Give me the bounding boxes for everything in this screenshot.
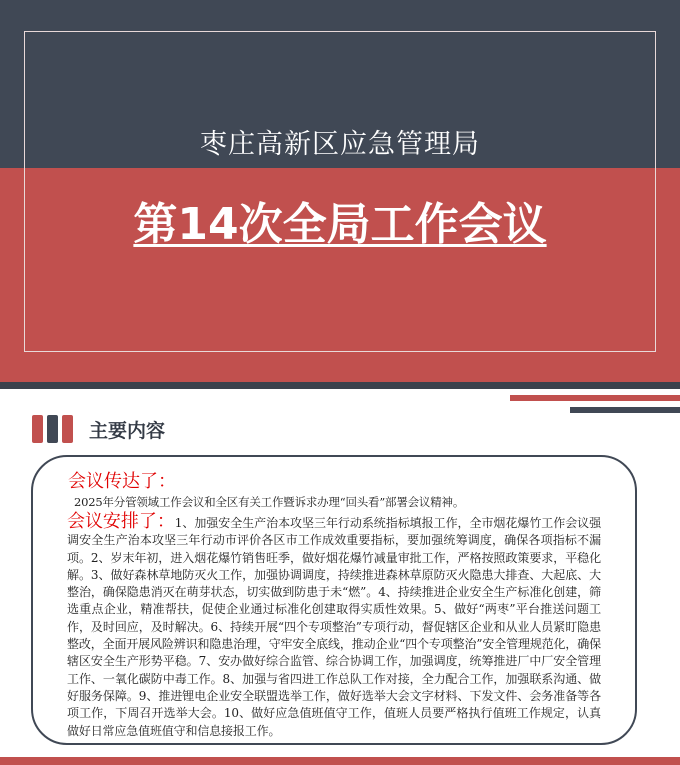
- arranged-heading: 会议安排了：: [67, 511, 175, 532]
- conveyed-heading: 会议传达了：: [68, 471, 176, 492]
- meeting-title: [0, 188, 680, 252]
- content-box: [31, 455, 637, 745]
- arranged-paragraph: [67, 513, 601, 740]
- meeting-title-text: 第14次全局工作会议: [133, 199, 547, 250]
- bar-dark: [47, 415, 58, 443]
- divider-band: [0, 382, 680, 389]
- decor-line-dark: [570, 407, 680, 413]
- arranged-text: 1、加强安全生产治本攻坚三年行动系统指标填报工作，全市烟花爆竹工作会议强调安全生产治本攻坚三年行动市评价各区市工作成效重要指标，要加强统筹调度，确保各项指标不漏项。2、岁末年初，进入烟花爆竹销售旺季，做好烟花爆竹减量审批工作，严格按照政策要求，平稳化解。3、做好森林草地防灭火工作，加强协调调度，持续推进森林草原防灭火隐患大排查、大起底、大整治，确保隐患消灭在萌芽状态，切实做到防患于未“燃”。4、持续推进企业安全生产标准化创建，筛选重点企业，精准帮扶，促使企业通过标准化创建取得实质性效果。5、做好“两枣”平台推送问题工作，及时回应，及时解决。6、持续开展“四个专项整治”专项行动，督促辖区企业和从业人员紧盯隐患整改，全面开展风险辨识和隐患治理，守牢安全底线，推动企业“四个专项整治”安全管理规范化，确保辖区安全生产形势平稳。7、安办做好综合监管、综合协调工作，加强调度，统筹推进厂中厂安全管理工作、一氧化碳防中毒工作。8、加强与省四进工作总队工作对接，全力配合工作，加强联系沟通、做好服务保障。9、推进锂电企业安全联盟选举工作，做好选举大会文字材料、下发文件、会务准备等各项工作，下周召开选举大会。10、做好应急值班值守工作，值班人员要严格执行值班工作规定，认真做好日常应急值班值守和信息接报工作。: [67, 516, 601, 738]
- section-header: [32, 414, 165, 444]
- hero-banner: [0, 0, 680, 382]
- bar-red-1: [32, 415, 43, 443]
- section-title: 主要内容: [89, 419, 166, 442]
- bottom-band: [0, 757, 680, 765]
- section-bars-icon: [32, 415, 73, 443]
- conveyed-text: 2025年分管领域工作会议和全区有关工作暨诉求办理“回头看”部署会议精神。: [74, 495, 465, 509]
- decor-line-red: [510, 395, 680, 401]
- bar-red-2: [62, 415, 73, 443]
- org-name: 枣庄高新区应急管理局: [200, 129, 480, 160]
